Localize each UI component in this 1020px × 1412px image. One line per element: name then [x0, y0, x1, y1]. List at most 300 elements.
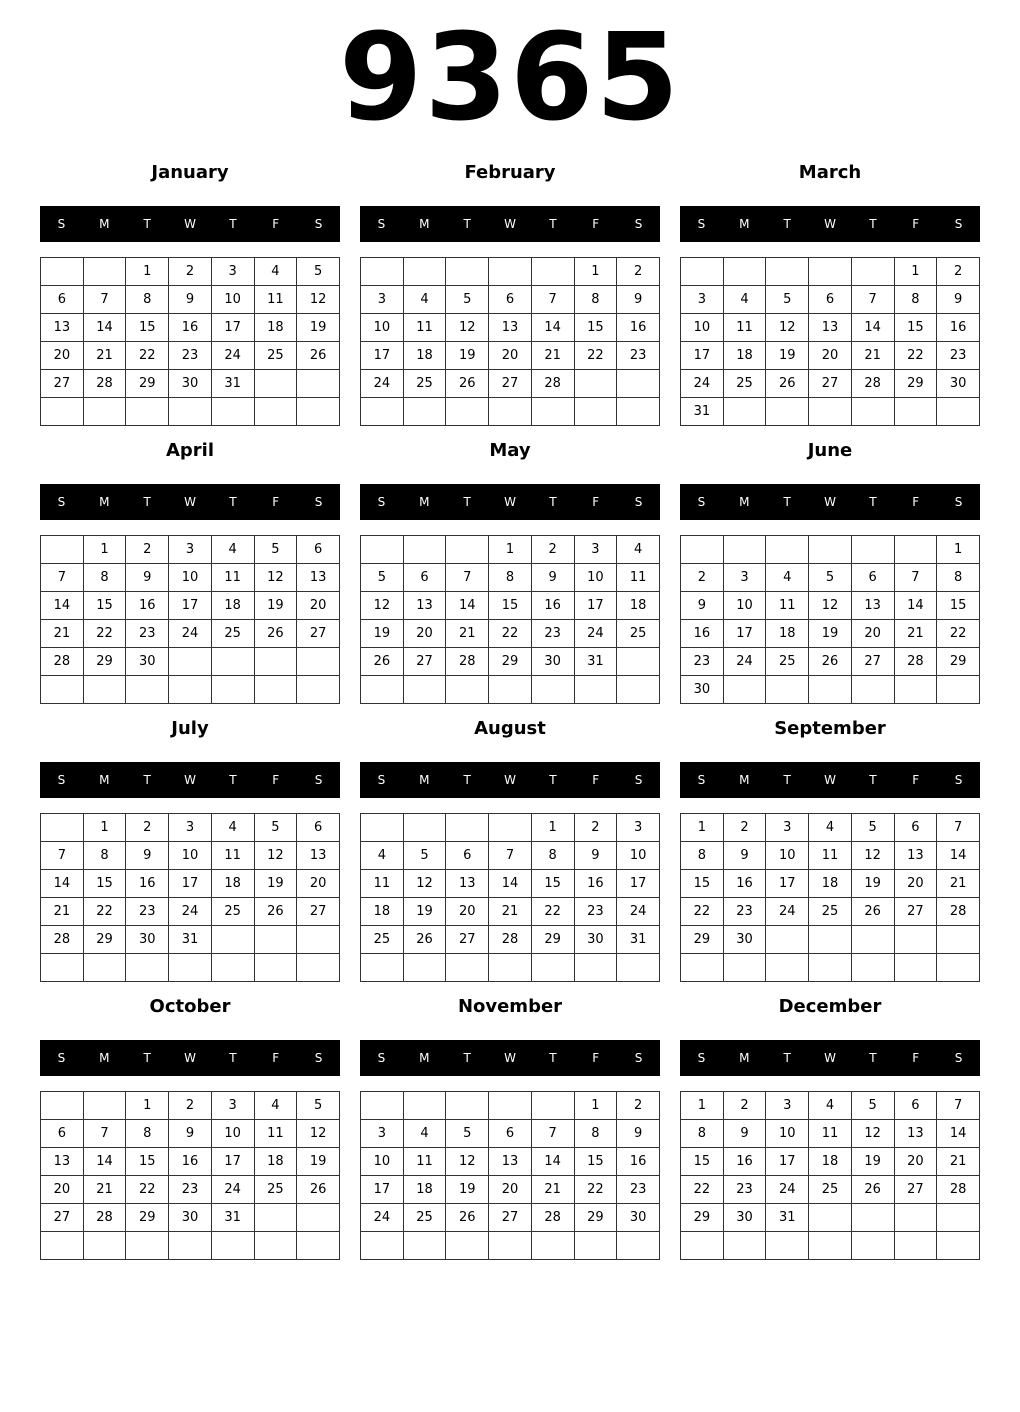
- week-row: [361, 648, 660, 676]
- day-cell: 17: [766, 870, 809, 898]
- day-cell: 9: [617, 286, 660, 314]
- day-cell: 9: [681, 592, 724, 620]
- day-cell: 12: [809, 592, 852, 620]
- week-row: [681, 898, 980, 926]
- day-cell: 3: [211, 258, 254, 286]
- day-cell: 13: [894, 842, 937, 870]
- day-cell: 27: [809, 370, 852, 398]
- weekday-label: T: [869, 217, 877, 231]
- weekday-header: [40, 484, 340, 520]
- weekday-label: W: [184, 217, 196, 231]
- day-cell: 29: [681, 926, 724, 954]
- weekday-label: S: [954, 217, 963, 231]
- day-cell: 30: [723, 1204, 766, 1232]
- day-cell: 30: [126, 648, 169, 676]
- day-cell: [211, 1232, 254, 1260]
- week-row: [41, 370, 340, 398]
- weekday-label: S: [377, 1051, 386, 1065]
- day-cell: 26: [297, 342, 340, 370]
- day-cell: 2: [169, 1092, 212, 1120]
- day-cell: 2: [723, 814, 766, 842]
- day-cell: 20: [894, 1148, 937, 1176]
- day-cell: 29: [126, 370, 169, 398]
- day-cell: 24: [617, 898, 660, 926]
- days-grid: [40, 535, 340, 704]
- week-row: [361, 1120, 660, 1148]
- day-cell: 11: [403, 1148, 446, 1176]
- day-cell: [489, 1092, 532, 1120]
- day-cell: 23: [169, 342, 212, 370]
- day-cell: 20: [894, 870, 937, 898]
- day-cell: 10: [766, 842, 809, 870]
- day-cell: 20: [297, 870, 340, 898]
- day-cell: 22: [681, 1176, 724, 1204]
- day-cell: [489, 814, 532, 842]
- day-cell: 28: [531, 370, 574, 398]
- day-cell: [681, 536, 724, 564]
- day-cell: [169, 398, 212, 426]
- day-cell: 9: [531, 564, 574, 592]
- day-cell: 25: [809, 1176, 852, 1204]
- day-cell: 29: [83, 926, 126, 954]
- weekday-label: F: [272, 495, 280, 509]
- day-cell: 7: [83, 286, 126, 314]
- day-cell: 9: [723, 842, 766, 870]
- week-row: [41, 1148, 340, 1176]
- day-cell: [83, 258, 126, 286]
- day-cell: 22: [126, 342, 169, 370]
- weekday-label: S: [314, 1051, 323, 1065]
- day-cell: [211, 398, 254, 426]
- day-cell: [617, 676, 660, 704]
- day-cell: 21: [41, 898, 84, 926]
- day-cell: 21: [41, 620, 84, 648]
- day-cell: 14: [531, 314, 574, 342]
- weekday-label: F: [912, 773, 920, 787]
- day-cell: 7: [531, 1120, 574, 1148]
- month-name: November: [457, 996, 563, 1017]
- day-cell: 8: [531, 842, 574, 870]
- week-row: [41, 676, 340, 704]
- day-cell: [617, 370, 660, 398]
- day-cell: 17: [169, 592, 212, 620]
- day-cell: 13: [297, 564, 340, 592]
- week-row: [41, 286, 340, 314]
- day-cell: 13: [403, 592, 446, 620]
- day-cell: 26: [297, 1176, 340, 1204]
- day-cell: [809, 536, 852, 564]
- day-cell: 29: [894, 370, 937, 398]
- day-cell: [489, 258, 532, 286]
- day-cell: 21: [83, 1176, 126, 1204]
- day-cell: 25: [809, 898, 852, 926]
- week-row: [681, 676, 980, 704]
- day-cell: 9: [574, 842, 617, 870]
- day-cell: [894, 954, 937, 982]
- day-cell: 15: [681, 870, 724, 898]
- day-cell: 22: [126, 1176, 169, 1204]
- day-cell: 4: [766, 564, 809, 592]
- day-cell: 27: [297, 898, 340, 926]
- day-cell: 1: [574, 1092, 617, 1120]
- day-cell: [809, 1232, 852, 1260]
- week-row: [41, 1204, 340, 1232]
- day-cell: 17: [574, 592, 617, 620]
- day-cell: 23: [617, 1176, 660, 1204]
- week-row: [361, 342, 660, 370]
- day-cell: 22: [531, 898, 574, 926]
- day-cell: 14: [83, 1148, 126, 1176]
- day-cell: 1: [83, 536, 126, 564]
- day-cell: 15: [83, 870, 126, 898]
- week-row: [361, 676, 660, 704]
- weekday-label: F: [592, 495, 600, 509]
- days-grid: [360, 813, 660, 982]
- day-cell: [446, 676, 489, 704]
- day-cell: 14: [531, 1148, 574, 1176]
- day-cell: [126, 398, 169, 426]
- day-cell: 1: [489, 536, 532, 564]
- day-cell: 29: [489, 648, 532, 676]
- week-row: [361, 870, 660, 898]
- day-cell: [766, 398, 809, 426]
- day-cell: [361, 954, 404, 982]
- day-cell: [297, 648, 340, 676]
- day-cell: 13: [851, 592, 894, 620]
- day-cell: 30: [169, 370, 212, 398]
- weekday-header: [680, 206, 980, 242]
- day-cell: 7: [531, 286, 574, 314]
- day-cell: [809, 926, 852, 954]
- day-cell: [894, 676, 937, 704]
- day-cell: [254, 398, 297, 426]
- week-row: [41, 842, 340, 870]
- day-cell: [41, 398, 84, 426]
- weekday-header: [40, 1040, 340, 1076]
- day-cell: 17: [211, 1148, 254, 1176]
- day-cell: 10: [617, 842, 660, 870]
- day-cell: 31: [681, 398, 724, 426]
- day-cell: 11: [254, 286, 297, 314]
- day-cell: 21: [531, 1176, 574, 1204]
- day-cell: 21: [851, 342, 894, 370]
- day-cell: [723, 398, 766, 426]
- week-row: [361, 898, 660, 926]
- day-cell: [403, 398, 446, 426]
- day-cell: 30: [617, 1204, 660, 1232]
- week-row: [361, 926, 660, 954]
- day-cell: 9: [126, 842, 169, 870]
- day-cell: [403, 1232, 446, 1260]
- day-cell: [531, 398, 574, 426]
- day-cell: 28: [937, 1176, 980, 1204]
- day-cell: [489, 398, 532, 426]
- day-cell: 8: [126, 286, 169, 314]
- day-cell: 13: [809, 314, 852, 342]
- day-cell: 5: [766, 286, 809, 314]
- day-cell: 18: [211, 592, 254, 620]
- day-cell: 2: [169, 258, 212, 286]
- day-cell: 10: [766, 1120, 809, 1148]
- day-cell: 30: [681, 676, 724, 704]
- weekday-label: T: [463, 217, 471, 231]
- month-name: August: [474, 718, 546, 739]
- day-cell: 22: [83, 620, 126, 648]
- day-cell: 12: [446, 314, 489, 342]
- day-cell: 4: [617, 536, 660, 564]
- week-row: [681, 564, 980, 592]
- day-cell: 24: [211, 342, 254, 370]
- day-cell: 17: [766, 1148, 809, 1176]
- day-cell: 16: [531, 592, 574, 620]
- day-cell: 4: [809, 814, 852, 842]
- day-cell: [403, 1092, 446, 1120]
- day-cell: [894, 536, 937, 564]
- day-cell: 26: [766, 370, 809, 398]
- day-cell: 27: [489, 1204, 532, 1232]
- day-cell: 18: [254, 1148, 297, 1176]
- weekday-label: M: [99, 495, 110, 509]
- weekday-label: T: [549, 495, 557, 509]
- day-cell: 10: [169, 842, 212, 870]
- day-cell: 9: [723, 1120, 766, 1148]
- day-cell: [361, 398, 404, 426]
- day-cell: 7: [41, 564, 84, 592]
- weekday-label: W: [184, 495, 196, 509]
- day-cell: 20: [403, 620, 446, 648]
- week-row: [681, 1148, 980, 1176]
- day-cell: 6: [851, 564, 894, 592]
- day-cell: 22: [489, 620, 532, 648]
- day-cell: [41, 258, 84, 286]
- day-cell: 19: [361, 620, 404, 648]
- day-cell: [723, 954, 766, 982]
- day-cell: [169, 648, 212, 676]
- weekday-label: T: [229, 495, 237, 509]
- day-cell: 6: [403, 564, 446, 592]
- day-cell: 20: [41, 1176, 84, 1204]
- day-cell: 23: [723, 898, 766, 926]
- weekday-label: W: [504, 773, 516, 787]
- day-cell: 3: [169, 814, 212, 842]
- day-cell: 25: [211, 898, 254, 926]
- day-cell: 2: [617, 1092, 660, 1120]
- day-cell: 12: [403, 870, 446, 898]
- month-name: January: [151, 162, 229, 183]
- day-cell: 12: [254, 564, 297, 592]
- week-row: [361, 314, 660, 342]
- weekday-header: [360, 1040, 660, 1076]
- day-cell: 13: [446, 870, 489, 898]
- day-cell: 25: [617, 620, 660, 648]
- day-cell: 21: [937, 1148, 980, 1176]
- weekday-label: T: [463, 773, 471, 787]
- day-cell: 11: [403, 314, 446, 342]
- day-cell: 8: [574, 286, 617, 314]
- day-cell: [851, 954, 894, 982]
- day-cell: [211, 926, 254, 954]
- weekday-label: T: [783, 1051, 791, 1065]
- day-cell: [809, 258, 852, 286]
- weekday-label: W: [504, 495, 516, 509]
- day-cell: 20: [851, 620, 894, 648]
- day-cell: 16: [681, 620, 724, 648]
- day-cell: 26: [446, 370, 489, 398]
- day-cell: [254, 676, 297, 704]
- month-name: April: [165, 440, 215, 461]
- day-cell: 24: [766, 1176, 809, 1204]
- day-cell: [937, 676, 980, 704]
- day-cell: 10: [723, 592, 766, 620]
- day-cell: 3: [723, 564, 766, 592]
- year-title: 9365: [339, 9, 681, 148]
- day-cell: [574, 954, 617, 982]
- day-cell: 18: [723, 342, 766, 370]
- day-cell: 10: [361, 1148, 404, 1176]
- day-cell: [297, 954, 340, 982]
- weekday-label: S: [634, 495, 643, 509]
- day-cell: 7: [446, 564, 489, 592]
- day-cell: 11: [723, 314, 766, 342]
- day-cell: 4: [403, 286, 446, 314]
- week-row: [361, 1092, 660, 1120]
- day-cell: [361, 676, 404, 704]
- day-cell: 16: [617, 1148, 660, 1176]
- weekday-label: W: [824, 773, 836, 787]
- day-cell: 15: [894, 314, 937, 342]
- day-cell: 11: [211, 564, 254, 592]
- day-cell: [41, 1092, 84, 1120]
- day-cell: [723, 1232, 766, 1260]
- day-cell: 6: [894, 814, 937, 842]
- weekday-label: S: [377, 495, 386, 509]
- month-name: July: [171, 718, 209, 739]
- day-cell: 15: [574, 1148, 617, 1176]
- week-row: [681, 286, 980, 314]
- day-cell: 28: [83, 370, 126, 398]
- day-cell: [681, 258, 724, 286]
- week-row: [361, 1232, 660, 1260]
- day-cell: 23: [937, 342, 980, 370]
- day-cell: 3: [361, 286, 404, 314]
- weekday-label: F: [272, 1051, 280, 1065]
- week-row: [361, 564, 660, 592]
- day-cell: [297, 926, 340, 954]
- week-row: [361, 370, 660, 398]
- day-cell: 26: [361, 648, 404, 676]
- days-grid: [40, 813, 340, 982]
- day-cell: 13: [489, 1148, 532, 1176]
- day-cell: 11: [211, 842, 254, 870]
- day-cell: 2: [617, 258, 660, 286]
- day-cell: [83, 398, 126, 426]
- day-cell: [126, 954, 169, 982]
- day-cell: 2: [126, 536, 169, 564]
- day-cell: 26: [851, 1176, 894, 1204]
- day-cell: 17: [617, 870, 660, 898]
- days-grid: [680, 535, 980, 704]
- day-cell: 17: [361, 342, 404, 370]
- day-cell: 29: [83, 648, 126, 676]
- day-cell: 25: [403, 1204, 446, 1232]
- day-cell: [617, 954, 660, 982]
- day-cell: 26: [254, 898, 297, 926]
- day-cell: 9: [126, 564, 169, 592]
- week-row: [681, 814, 980, 842]
- day-cell: 5: [446, 286, 489, 314]
- day-cell: [361, 1092, 404, 1120]
- day-cell: 5: [254, 814, 297, 842]
- day-cell: [723, 536, 766, 564]
- day-cell: 24: [723, 648, 766, 676]
- day-cell: 16: [169, 314, 212, 342]
- day-cell: 10: [211, 286, 254, 314]
- day-cell: [41, 954, 84, 982]
- day-cell: [574, 676, 617, 704]
- day-cell: [297, 676, 340, 704]
- day-cell: 21: [937, 870, 980, 898]
- day-cell: 27: [41, 370, 84, 398]
- weekday-label: T: [869, 773, 877, 787]
- day-cell: 29: [574, 1204, 617, 1232]
- day-cell: 9: [169, 286, 212, 314]
- weekday-label: T: [783, 495, 791, 509]
- day-cell: 21: [894, 620, 937, 648]
- day-cell: 23: [723, 1176, 766, 1204]
- weekday-label: T: [783, 773, 791, 787]
- weekday-header: [680, 1040, 980, 1076]
- weekday-label: T: [143, 773, 151, 787]
- day-cell: 26: [254, 620, 297, 648]
- day-cell: 23: [681, 648, 724, 676]
- day-cell: 2: [937, 258, 980, 286]
- day-cell: 22: [83, 898, 126, 926]
- day-cell: 18: [809, 870, 852, 898]
- weekday-label: T: [143, 495, 151, 509]
- day-cell: 22: [574, 342, 617, 370]
- day-cell: [254, 1204, 297, 1232]
- day-cell: 24: [169, 620, 212, 648]
- weekday-label: S: [377, 217, 386, 231]
- day-cell: 4: [211, 536, 254, 564]
- day-cell: 29: [531, 926, 574, 954]
- weekday-label: M: [419, 1051, 430, 1065]
- week-row: [41, 592, 340, 620]
- weekday-label: S: [634, 1051, 643, 1065]
- day-cell: 1: [937, 536, 980, 564]
- weekday-label: M: [739, 217, 750, 231]
- day-cell: 27: [851, 648, 894, 676]
- weekday-label: F: [912, 495, 920, 509]
- week-row: [41, 314, 340, 342]
- day-cell: 28: [41, 648, 84, 676]
- day-cell: 7: [83, 1120, 126, 1148]
- day-cell: 21: [531, 342, 574, 370]
- day-cell: 31: [211, 1204, 254, 1232]
- day-cell: [809, 676, 852, 704]
- day-cell: 22: [894, 342, 937, 370]
- day-cell: 20: [41, 342, 84, 370]
- day-cell: [894, 398, 937, 426]
- day-cell: 19: [254, 870, 297, 898]
- month-name: September: [774, 718, 886, 739]
- day-cell: 4: [723, 286, 766, 314]
- day-cell: 27: [41, 1204, 84, 1232]
- weekday-label: S: [697, 1051, 706, 1065]
- day-cell: 31: [617, 926, 660, 954]
- day-cell: 7: [894, 564, 937, 592]
- week-row: [681, 648, 980, 676]
